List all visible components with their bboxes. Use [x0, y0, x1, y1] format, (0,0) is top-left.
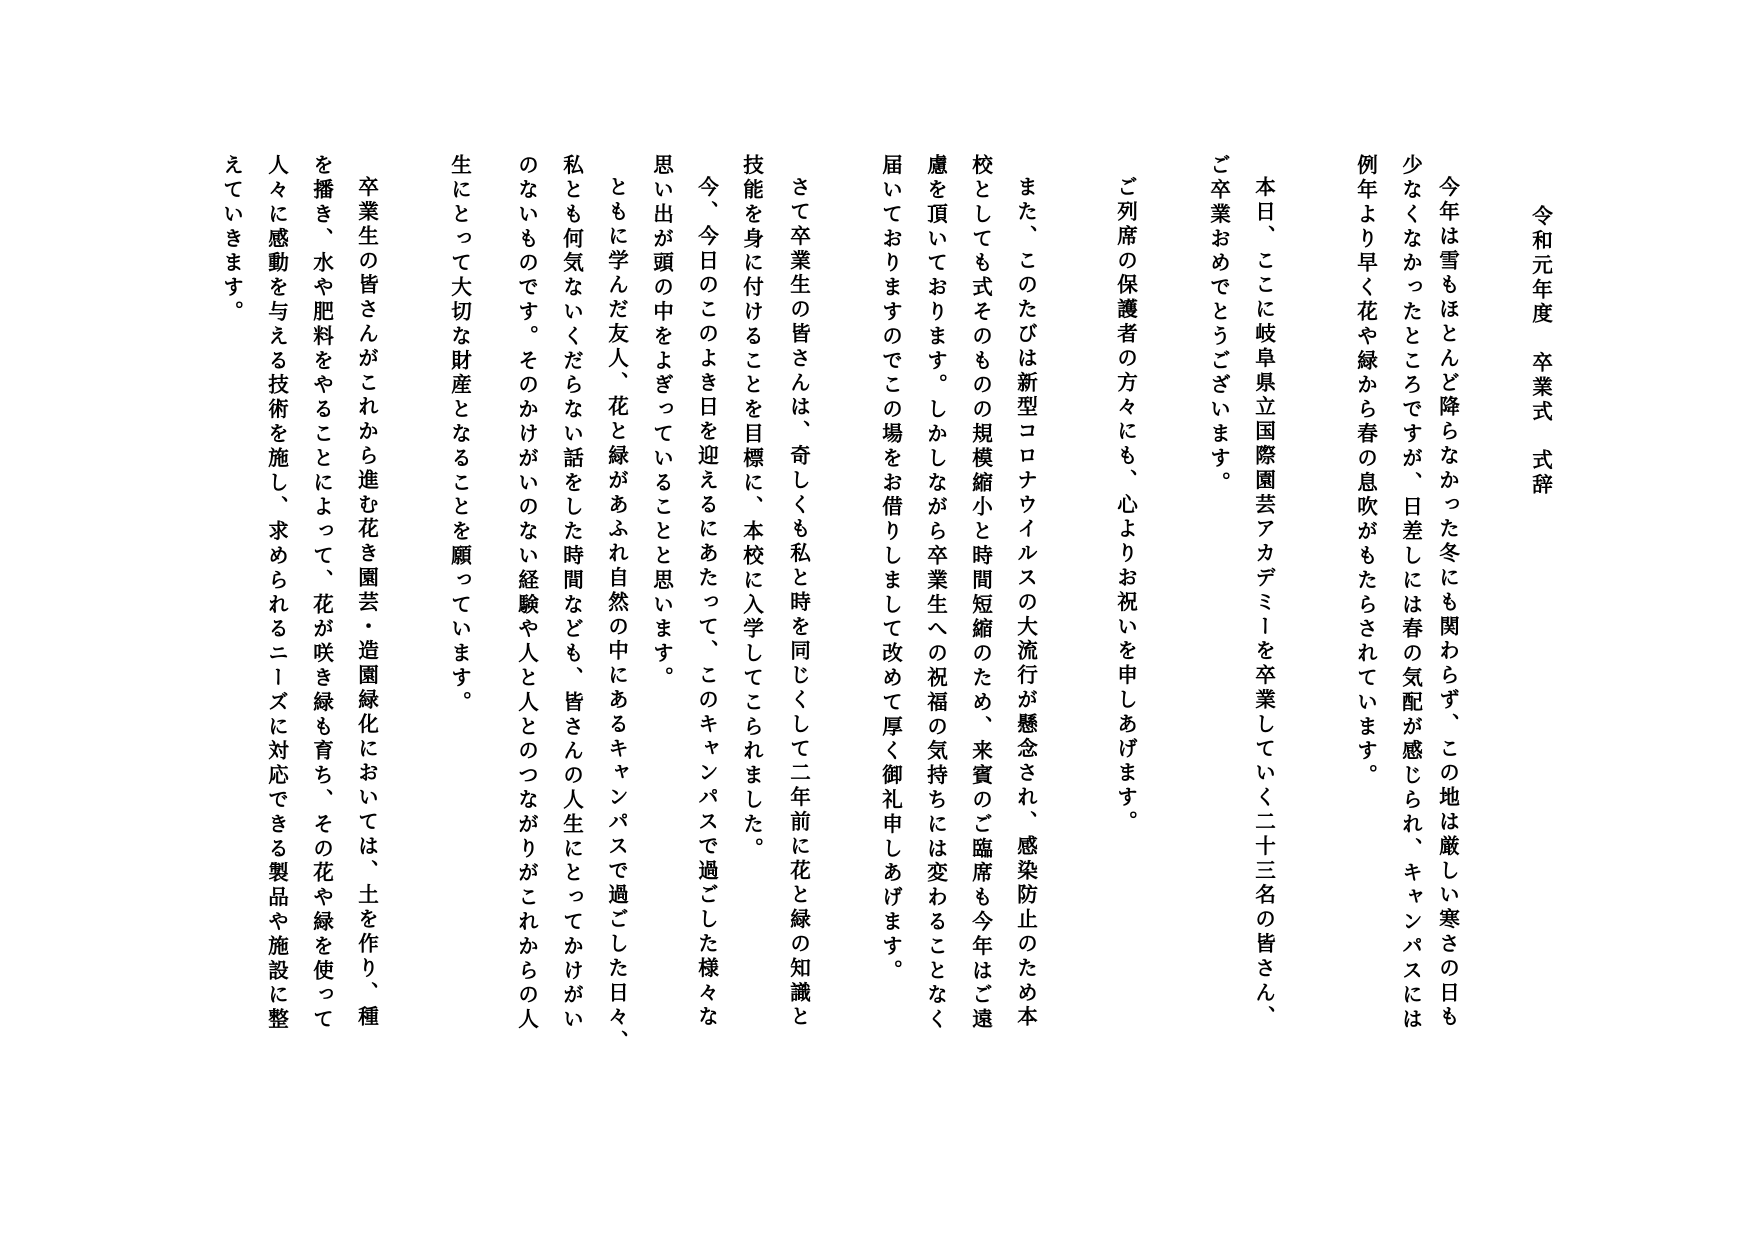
paragraph-line: 生にとって大切な財産となることを願っています。: [447, 154, 472, 716]
paragraph-line: 思い出が頭の中をよぎっていることと思います。: [649, 154, 674, 691]
paragraph-line: 校としても式そのものの規模縮小と時間短縮のため、来賓のご臨席も今年はご遠: [968, 154, 993, 1033]
paragraph-line: ともに学んだ友人、花と緑があふれ自然の中にあるキャンパスで過ごした日々、: [604, 176, 629, 1055]
paragraph-line: 慮を頂いております。しかしながら卒業生への祝福の気持ちには変わることなく: [923, 154, 948, 1033]
paragraph-line: えていきます。: [219, 154, 244, 325]
paragraph-line: さて卒業生の皆さんは、奇しくも私と時を同じくして二年前に花と緑の知識と: [786, 176, 811, 1030]
paragraph-line: 今、今日のこのよき日を迎えるにあたって、このキャンパスで過ごした様々な: [694, 176, 719, 1030]
paragraph-line: 本日、ここに岐阜県立国際園芸アカデミーを卒業していく二十三名の皆さん、: [1251, 176, 1276, 1030]
paragraph-line: ご列席の保護者の方々にも、心よりお祝いを申しあげます。: [1113, 176, 1138, 835]
paragraph-line: 少なくなかったところですが、日差しには春の気配が感じられ、キャンパスには: [1398, 154, 1423, 1033]
paragraph-line: また、このたびは新型コロナウイルスの大流行が懸念され、感染防止のため本: [1013, 176, 1038, 1030]
paragraph-line: ご卒業おめでとうございます。: [1206, 154, 1231, 496]
paragraph-line: 技能を身に付けることを目標に、本校に入学してこられました。: [739, 154, 764, 862]
paragraph-line: のないものです。そのかけがいのない経験や人と人とのつながりがこれからの人: [514, 154, 539, 1033]
paragraph-line: 人々に感動を与える技術を施し、求められるニーズに対応できる製品や施設に整: [264, 154, 289, 1033]
paragraph-line: を播き、水や肥料をやることによって、花が咲き緑も育ち、その花や緑を使って: [309, 154, 334, 1033]
paragraph-line: 例年より早く花や緑から春の息吹がもたらされています。: [1353, 154, 1378, 789]
paragraph-line: 今年は雪もほとんど降らなかった冬にも関わらず、この地は厳しい寒さの日も: [1435, 176, 1460, 1030]
paragraph-line: 私とも何気ないくだらない話をした時間なども、皆さんの人生にとってかけがい: [559, 154, 584, 1033]
paragraph-line: 届いておりますのでこの場をお借りしまして改めて厚く御礼申しあげます。: [878, 154, 903, 984]
document-title: 令和元年度 卒業式 式辞: [1528, 205, 1553, 498]
paragraph-line: 卒業生の皆さんがこれから進む花き園芸・造園緑化においては、土を作り、種: [354, 176, 379, 1030]
